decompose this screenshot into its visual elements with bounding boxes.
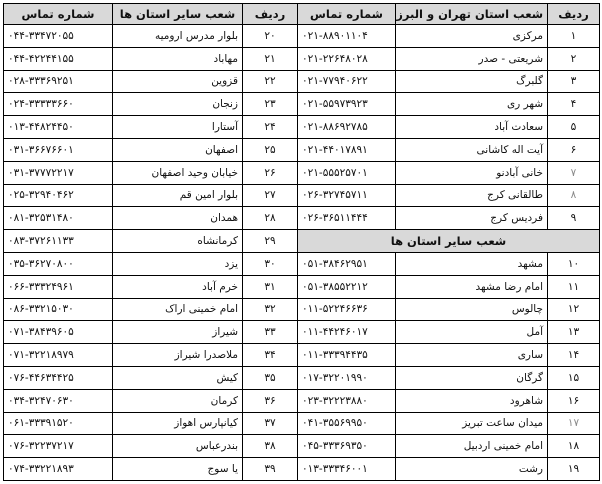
branch-name-cell: رشت: [396, 458, 548, 481]
row-number-cell: ۱۵: [548, 366, 600, 389]
row-number-cell: ۳۸: [243, 435, 298, 458]
section-title-other-provinces: شعب سایر استان ها: [298, 230, 600, 253]
table-row: [4, 252, 600, 275]
header-radif-2: ردیف: [243, 4, 298, 25]
branch-name-cell: مرکزی: [396, 25, 548, 48]
phone-number-cell: ۰۱۱-۵۲۲۴۶۶۳۶: [298, 298, 396, 321]
branch-name-cell: امام خمینی اراک: [113, 298, 243, 321]
phone-number-cell: ۰۲۱-۴۴۰۱۷۸۹۱: [298, 138, 396, 161]
row-number-cell: ۹: [548, 207, 600, 230]
phone-number-cell: ۰۶۶-۳۳۳۲۴۹۶۱: [4, 275, 113, 298]
row-number-cell: ۱۱: [548, 275, 600, 298]
row-number-cell: ۲: [548, 47, 600, 70]
row-number-cell: ۳: [548, 70, 600, 93]
phone-number-cell: ۰۲۱-۸۸۶۹۲۷۸۵: [298, 116, 396, 139]
row-number-cell: ۲۸: [243, 207, 298, 230]
row-number-cell: ۳۴: [243, 344, 298, 367]
branch-name-cell: آستارا: [113, 116, 243, 139]
phone-number-cell: ۰۲۵-۳۲۹۴۰۴۶۲: [4, 184, 113, 207]
phone-number-cell: ۰۱۳-۴۴۸۲۴۴۵۰: [4, 116, 113, 139]
table-row: [4, 116, 600, 139]
table-body: [4, 25, 600, 481]
phone-number-cell: ۰۲۱-۷۷۹۴۰۶۲۲: [298, 70, 396, 93]
branch-name-cell: ساری: [396, 344, 548, 367]
row-number-cell: ۳۰: [243, 252, 298, 275]
branch-name-cell: کیانپارس اهواز: [113, 412, 243, 435]
branch-name-cell: یا سوج: [113, 458, 243, 481]
row-number-cell: ۲۰: [243, 25, 298, 48]
phone-number-cell: ۰۳۱-۳۶۶۷۶۶۰۱: [4, 138, 113, 161]
phone-number-cell: ۰۲۶-۳۶۵۱۱۴۴۴: [298, 207, 396, 230]
branch-name-cell: فردیس کرج: [396, 207, 548, 230]
row-number-cell: ۲۴: [243, 116, 298, 139]
table-row: [4, 93, 600, 116]
branch-name-cell: همدان: [113, 207, 243, 230]
branch-name-cell: آمل: [396, 321, 548, 344]
table-row: [4, 138, 600, 161]
branch-name-cell: بلوار مدرس ارومیه: [113, 25, 243, 48]
header-other-branches: شعب سایر استان ها: [113, 4, 243, 25]
branch-name-cell: شهر ری: [396, 93, 548, 116]
branch-name-cell: کرمانشاه: [113, 230, 243, 253]
branch-name-cell: چالوس: [396, 298, 548, 321]
phone-number-cell: ۰۸۳-۳۷۲۶۱۱۳۳: [4, 230, 113, 253]
branch-name-cell: گلبرگ: [396, 70, 548, 93]
row-number-cell: ۲۹: [243, 230, 298, 253]
row-number-cell: ۲۷: [243, 184, 298, 207]
phone-number-cell: ۰۲۸-۳۳۳۶۹۲۵۱: [4, 70, 113, 93]
row-number-cell: ۱: [548, 25, 600, 48]
header-row: [4, 4, 600, 25]
header-radif: ردیف: [548, 4, 600, 25]
phone-number-cell: ۰۳۱-۳۷۷۷۲۲۱۷: [4, 161, 113, 184]
row-number-cell: ۱۲: [548, 298, 600, 321]
branch-name-cell: اصفهان: [113, 138, 243, 161]
branch-name-cell: شیراز: [113, 321, 243, 344]
table-row: [4, 207, 600, 230]
branch-name-cell: شاهرود: [396, 389, 548, 412]
phone-number-cell: ۰۲۱-۲۲۶۴۸۰۲۸: [298, 47, 396, 70]
phone-number-cell: ۰۲۱-۸۸۹۰۱۱۰۴: [298, 25, 396, 48]
row-number-cell: ۳۵: [243, 366, 298, 389]
phone-number-cell: ۰۱۷-۳۲۲۰۱۹۹۰: [298, 366, 396, 389]
branch-name-cell: زنجان: [113, 93, 243, 116]
phone-number-cell: ۰۷۶-۳۲۲۳۷۲۱۷: [4, 435, 113, 458]
phone-number-cell: ۰۲۱-۵۵۵۲۵۷۰۱: [298, 161, 396, 184]
phone-number-cell: ۰۱۳-۳۳۳۴۶۰۰۱: [298, 458, 396, 481]
row-number-cell: ۲۲: [243, 70, 298, 93]
row-number-cell: ۱۰: [548, 252, 600, 275]
table-row: [4, 47, 600, 70]
branch-name-cell: آیت اله کاشانی: [396, 138, 548, 161]
phone-number-cell: ۰۵۱-۳۸۵۵۲۲۱۲: [298, 275, 396, 298]
table-row: [4, 321, 600, 344]
phone-number-cell: ۰۳۵-۳۶۲۷۰۸۰۰: [4, 252, 113, 275]
table-row: [4, 25, 600, 48]
branch-name-cell: گرگان: [396, 366, 548, 389]
phone-number-cell: ۰۲۴-۳۳۳۳۳۶۶۰: [4, 93, 113, 116]
phone-number-cell: ۰۸۱-۳۲۵۳۱۴۸۰: [4, 207, 113, 230]
phone-number-cell: ۰۱۱-۴۴۲۴۶۰۱۷: [298, 321, 396, 344]
row-number-cell: ۱۳: [548, 321, 600, 344]
header-contact-number-2: شماره تماس: [4, 4, 113, 25]
table-row: [4, 275, 600, 298]
phone-number-cell: ۰۲۱-۵۵۹۷۳۹۲۳: [298, 93, 396, 116]
phone-number-cell: ۰۶۱-۳۳۳۹۱۵۲۰: [4, 412, 113, 435]
row-number-cell: ۱۶: [548, 389, 600, 412]
table-row: [4, 344, 600, 367]
branch-name-cell: مشهد: [396, 252, 548, 275]
table-row: [4, 184, 600, 207]
phone-number-cell: ۰۷۶-۴۴۶۳۴۴۲۵: [4, 366, 113, 389]
branch-name-cell: بلوار امین قم: [113, 184, 243, 207]
header-contact-number: شماره تماس: [298, 4, 396, 25]
branch-name-cell: بندرعباس: [113, 435, 243, 458]
branch-name-cell: کرمان: [113, 389, 243, 412]
phone-number-cell: ۰۴۵-۳۳۳۶۹۳۵۰: [298, 435, 396, 458]
branch-name-cell: شریعتی - صدر: [396, 47, 548, 70]
row-number-cell: ۵: [548, 116, 600, 139]
row-number-cell: ۲۳: [243, 93, 298, 116]
phone-number-cell: ۰۷۴-۳۳۲۲۱۸۹۳: [4, 458, 113, 481]
branch-name-cell: خیابان وحید اصفهان: [113, 161, 243, 184]
row-number-cell: ۲۵: [243, 138, 298, 161]
phone-number-cell: ۰۲۳-۳۲۲۲۳۸۸۰: [298, 389, 396, 412]
phone-number-cell: ۰۳۴-۳۲۴۷۰۶۳۰: [4, 389, 113, 412]
phone-number-cell: ۰۵۱-۳۸۴۶۲۹۵۱: [298, 252, 396, 275]
table-row: [4, 435, 600, 458]
row-number-cell: ۴: [548, 93, 600, 116]
branch-name-cell: مهاباد: [113, 47, 243, 70]
table-row: [4, 161, 600, 184]
phone-number-cell: ۰۴۴-۳۳۴۷۲۰۵۵: [4, 25, 113, 48]
row-number-cell: ۶: [548, 138, 600, 161]
branch-name-cell: میدان ساعت تبریز: [396, 412, 548, 435]
row-number-cell: ۱۴: [548, 344, 600, 367]
row-number-cell: ۱۸: [548, 435, 600, 458]
branch-name-cell: طالقانی کرج: [396, 184, 548, 207]
branch-name-cell: خانی آبادنو: [396, 161, 548, 184]
table-row: [4, 366, 600, 389]
phone-number-cell: ۰۱۱-۳۳۳۹۴۴۳۵: [298, 344, 396, 367]
branch-name-cell: ملاصدرا شیراز: [113, 344, 243, 367]
row-number-cell: ۳۷: [243, 412, 298, 435]
branch-name-cell: کیش: [113, 366, 243, 389]
branch-name-cell: امام رضا مشهد: [396, 275, 548, 298]
branches-table: [3, 3, 600, 481]
branch-name-cell: سعادت آباد: [396, 116, 548, 139]
branch-name-cell: خرم آباد: [113, 275, 243, 298]
phone-number-cell: ۰۷۱-۳۲۲۱۸۹۷۹: [4, 344, 113, 367]
row-number-cell: ۸: [548, 184, 600, 207]
phone-number-cell: ۰۴۱-۳۵۵۶۹۹۵۰: [298, 412, 396, 435]
table-row: [4, 412, 600, 435]
row-number-cell: ۷: [548, 161, 600, 184]
row-number-cell: ۱۷: [548, 412, 600, 435]
phone-number-cell: ۰۲۶-۳۲۷۴۵۷۱۱: [298, 184, 396, 207]
branch-name-cell: امام خمینی اردبیل: [396, 435, 548, 458]
table-row: [4, 230, 600, 253]
phone-number-cell: ۰۸۶-۳۳۲۱۵۰۳۰: [4, 298, 113, 321]
row-number-cell: ۲۱: [243, 47, 298, 70]
row-number-cell: ۱۹: [548, 458, 600, 481]
row-number-cell: ۳۳: [243, 321, 298, 344]
row-number-cell: ۲۶: [243, 161, 298, 184]
branch-name-cell: یزد: [113, 252, 243, 275]
table-row: [4, 458, 600, 481]
header-tehran-branches: شعب استان تهران و البرز: [396, 4, 548, 25]
table-row: [4, 389, 600, 412]
row-number-cell: ۳۱: [243, 275, 298, 298]
table-row: [4, 70, 600, 93]
branch-name-cell: قزوین: [113, 70, 243, 93]
row-number-cell: ۳۶: [243, 389, 298, 412]
table-row: [4, 298, 600, 321]
row-number-cell: ۳۲: [243, 298, 298, 321]
phone-number-cell: ۰۴۴-۴۲۲۴۴۱۵۵: [4, 47, 113, 70]
row-number-cell: ۳۹: [243, 458, 298, 481]
phone-number-cell: ۰۷۱-۳۸۴۳۹۶۰۵: [4, 321, 113, 344]
